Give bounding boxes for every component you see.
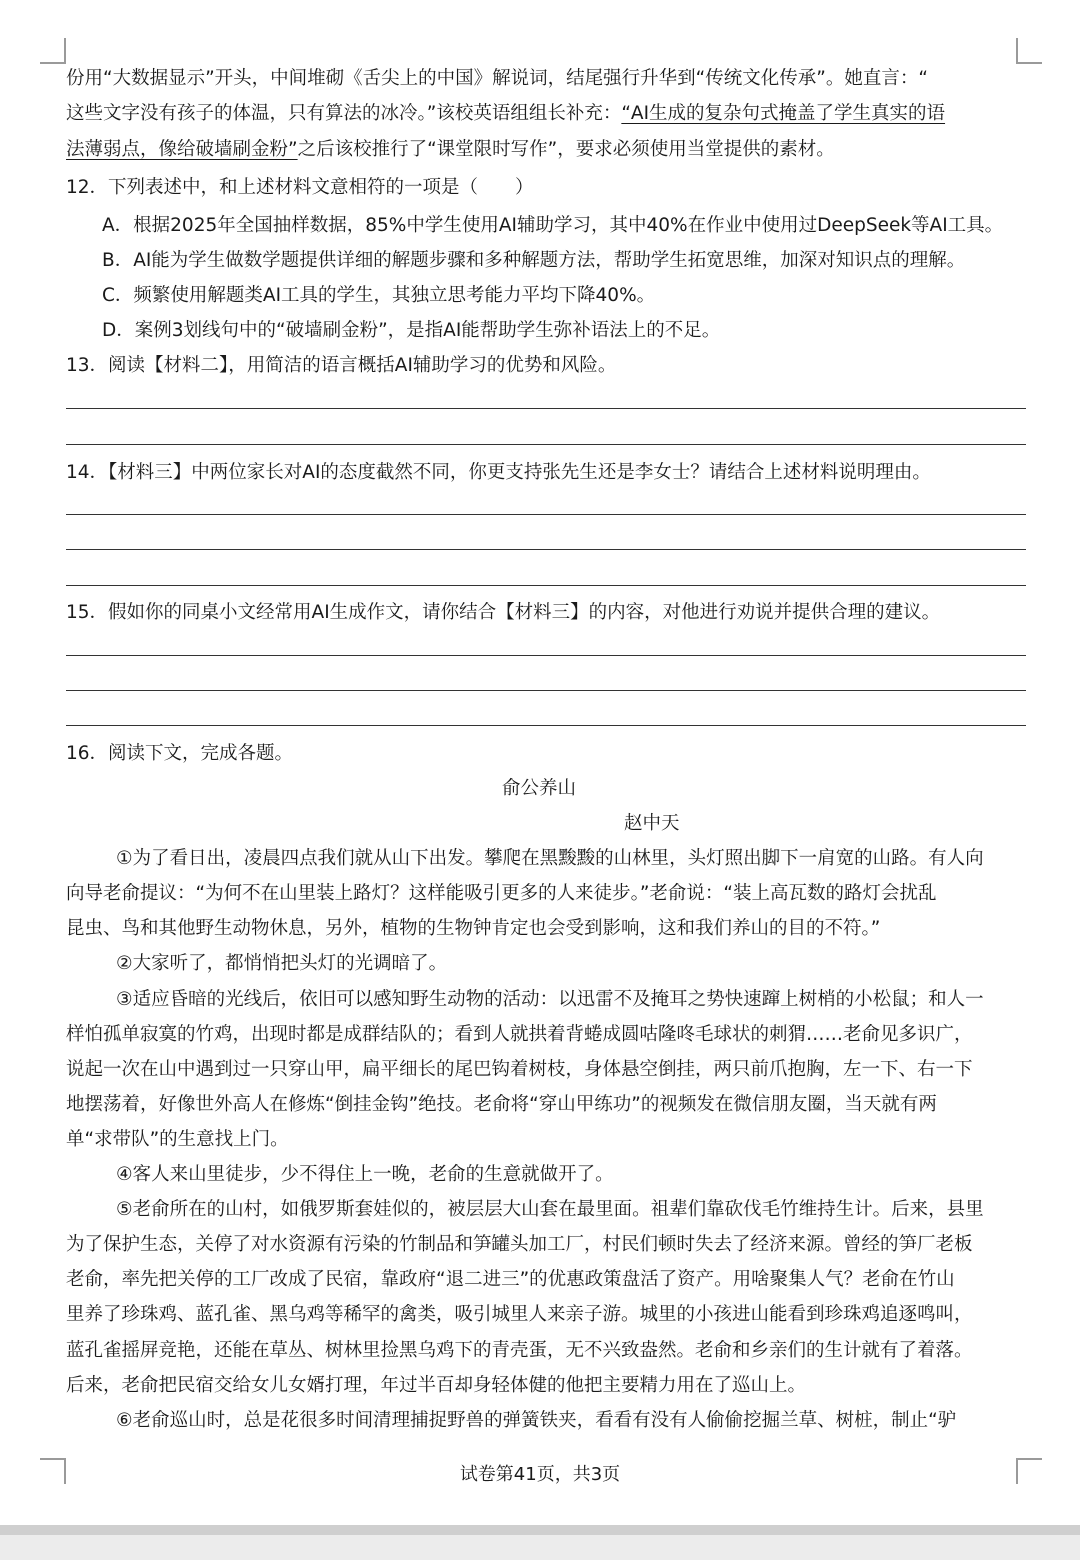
material-line: 法薄弱点，像给破墙刷金粉”之后该校推行了“课堂限时写作”，要求必须使用当堂提供的素材。: [66, 139, 835, 160]
article-line: 后来，老俞把民宿交给女儿女婿打理，年过半百却身轻体健的他把主要精力用在了巡山上。: [66, 1375, 807, 1396]
crop-mark-top-left: [40, 38, 66, 64]
option-d: D．案例3划线句中的“破墙刷金粉”，是指AI能帮助学生弥补语法上的不足。: [102, 320, 721, 341]
material-line: 份用“大数据显示”开头，中间堆砌《舌尖上的中国》解说词，结尾强行升华到“传统文化传承”。她直言：“: [66, 68, 928, 89]
article-line: 地摆荡着，好像世外高人在修炼“倒挂金钩”绝技。老俞将“穿山甲练功”的视频发在微信朋友圈，当天就有两: [66, 1094, 937, 1115]
article-line: ②大家听了，都悄悄把头灯的光调暗了。: [116, 953, 448, 974]
viewer-bottom-bar: [0, 1525, 1080, 1560]
scroll-strip[interactable]: [0, 1525, 1080, 1535]
answer-line[interactable]: [66, 585, 1026, 586]
article-line: ④客人来山里徒步，少不得住上一晚，老俞的生意就做开了。: [116, 1164, 614, 1185]
question-15: 15．假如你的同桌小文经常用AI生成作文，请你结合【材料三】的内容，对他进行劝说并提供合理的建议。: [66, 602, 941, 623]
question-14: 14．【材料三】中两位家长对AI的态度截然不同，你更支持张先生还是李女士？请结合上述材料说明理由。: [66, 462, 931, 483]
answer-line[interactable]: [66, 549, 1026, 550]
article-author: 赵中天: [624, 813, 680, 834]
article-line: 说起一次在山中遇到过一只穿山甲，扁平细长的尾巴钩着树枝，身体悬空倒挂，两只前爪抱胸，左一下、右一下: [66, 1059, 973, 1080]
article-line: 昆虫、鸟和其他野生动物休息，另外，植物的生物钟肯定也会受到影响，这和我们养山的目的不符。”: [66, 918, 881, 939]
article-line: ⑤老俞所在的山村，如俄罗斯套娃似的，被层层大山套在最里面。祖辈们靠砍伐毛竹维持生计。后来，县里: [116, 1199, 984, 1220]
answer-line[interactable]: [66, 655, 1026, 656]
question-12: 12．下列表述中，和上述材料文意相符的一项是（ ）: [66, 177, 534, 198]
page-footer: 试卷第41页，共3页: [459, 1464, 621, 1485]
crop-mark-top-right: [1016, 38, 1042, 64]
article-line: 蓝孔雀摇屏竞艳，还能在草丛、树林里捡黑乌鸡下的青壳蛋，无不兴致盎然。老俞和乡亲们的生计就有了着落。: [66, 1340, 973, 1361]
answer-line[interactable]: [66, 514, 1026, 515]
option-b: B．AI能为学生做数学题提供详细的解题步骤和多种解题方法，帮助学生拓宽思维，加深对知识点的理解。: [102, 250, 966, 271]
option-c: C．频繁使用解题类AI工具的学生，其独立思考能力平均下降40%。: [102, 285, 656, 306]
option-a: A．根据2025年全国抽样数据，85%中学生使用AI辅助学习，其中40%在作业中使用过DeepSeek等AI工具。: [102, 215, 1004, 236]
article-line: 单“求带队”的生意找上门。: [66, 1129, 289, 1150]
answer-line[interactable]: [66, 444, 1026, 445]
answer-line[interactable]: [66, 408, 1026, 409]
article-line: 里养了珍珠鸡、蓝孔雀、黑乌鸡等稀罕的禽类，吸引城里人来亲子游。城里的小孩进山能看到珍珠鸡追逐鸣叫，: [66, 1304, 973, 1325]
question-13: 13．阅读【材料二】，用简洁的语言概括AI辅助学习的优势和风险。: [66, 355, 617, 376]
underlined-sentence: “AI生成的复杂句式掩盖了学生真实的语: [621, 103, 946, 124]
article-title: 俞公养山: [502, 778, 577, 799]
article-line: 为了保护生态，关停了对水资源有污染的竹制品和笋罐头加工厂，村民们顿时失去了经济来源。曾经的笋厂老板: [66, 1234, 973, 1255]
question-16: 16．阅读下文，完成各题。: [66, 743, 294, 764]
answer-line[interactable]: [66, 725, 1026, 726]
article-line: ①为了看日出，凌晨四点我们就从山下出发。攀爬在黑黢黢的山林里，头灯照出脚下一肩宽的山路。有人向: [116, 848, 984, 869]
article-line: 向导老俞提议：“为何不在山里装上路灯？这样能吸引更多的人来徒步。”老俞说：“装上高瓦数的路灯会扰乱: [66, 883, 937, 904]
article-line: ③适应昏暗的光线后，依旧可以感知野生动物的活动：以迅雷不及掩耳之势快速蹿上树梢的小松鼠；和人一: [116, 989, 984, 1010]
article-line: ⑥老俞巡山时，总是花很多时间清理捕捉野兽的弹簧铁夹，看看有没有人偷偷挖掘兰草、树桩，制止“驴: [116, 1410, 957, 1431]
answer-line[interactable]: [66, 690, 1026, 691]
material-line: 这些文字没有孩子的体温，只有算法的冰冷。”该校英语组组长补充：“AI生成的复杂句式掩盖了学生真实的语: [66, 103, 946, 124]
article-line: 老俞，率先把关停的工厂改成了民宿，靠政府“退二进三”的优惠政策盘活了资产。用啥聚集人气？老俞在竹山: [66, 1269, 955, 1290]
article-line: 样怕孤单寂寞的竹鸡，出现时都是成群结队的；看到人就拱着背蜷成圆咕隆咚毛球状的刺猬……老俞见多识广，: [66, 1024, 973, 1045]
underlined-sentence: 法薄弱点，像给破墙刷金粉”: [66, 139, 298, 160]
